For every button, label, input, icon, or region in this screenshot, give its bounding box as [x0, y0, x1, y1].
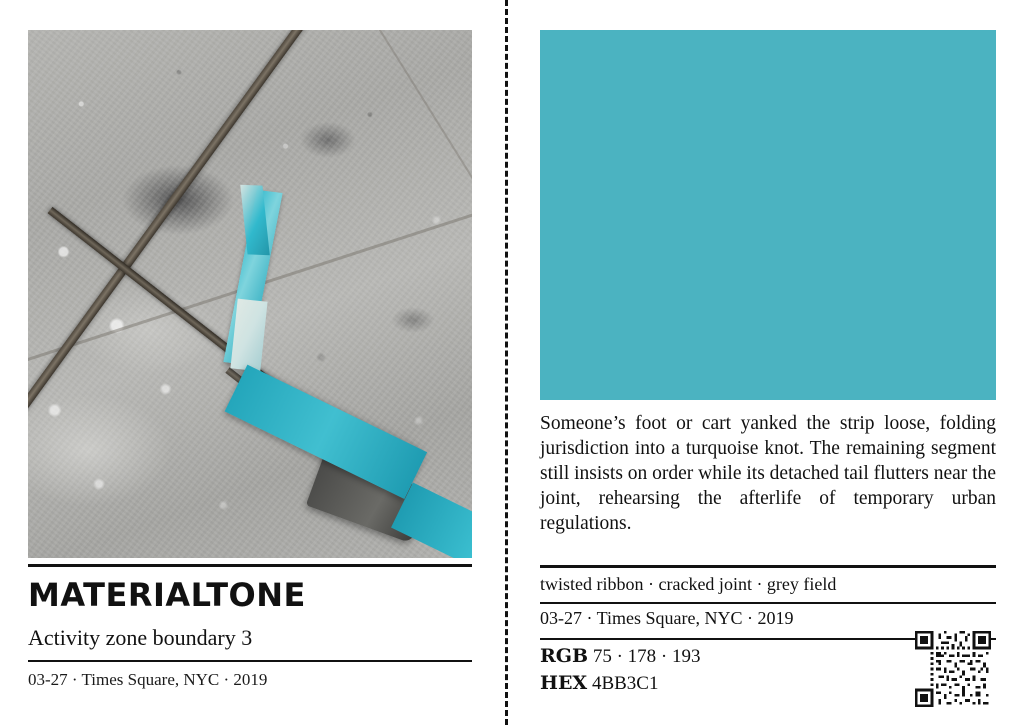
left-metadata: 03-27 · Times Square, NYC · 2019 [28, 670, 268, 689]
hex-label: HEX [540, 672, 588, 694]
hex-value: 4BB3C1 [591, 673, 659, 694]
right-rule-1 [540, 565, 996, 568]
fold-divider [505, 0, 508, 725]
left-thin-rule [28, 660, 472, 662]
left-panel [0, 0, 500, 725]
caption-text: Someone’s foot or cart yanked the strip loose, folding jurisdiction into a turquoise knot. The remaining segment still insists on order while its detached tail flutters near the joint, rehearsing the afterlife of temporary urban regulations. [540, 413, 996, 534]
right-panel [540, 0, 1000, 725]
qr-code-icon[interactable] [915, 631, 991, 707]
tag-list: twisted ribbon · cracked joint · grey field [540, 574, 837, 594]
rgb-label: RGB [540, 645, 589, 667]
hex-line [540, 672, 658, 695]
color-swatch [540, 30, 996, 400]
left-divider-rule [28, 564, 472, 567]
right-rule-2 [540, 602, 996, 604]
rgb-value: 75 · 178 · 193 [592, 646, 701, 667]
specimen-subtitle: Activity zone boundary 3 [28, 625, 253, 650]
right-metadata: 03-27 · Times Square, NYC · 2019 [540, 608, 794, 628]
page-title: MATERIALTONE [28, 576, 306, 614]
rgb-line [540, 645, 700, 668]
specimen-photo [28, 30, 472, 558]
